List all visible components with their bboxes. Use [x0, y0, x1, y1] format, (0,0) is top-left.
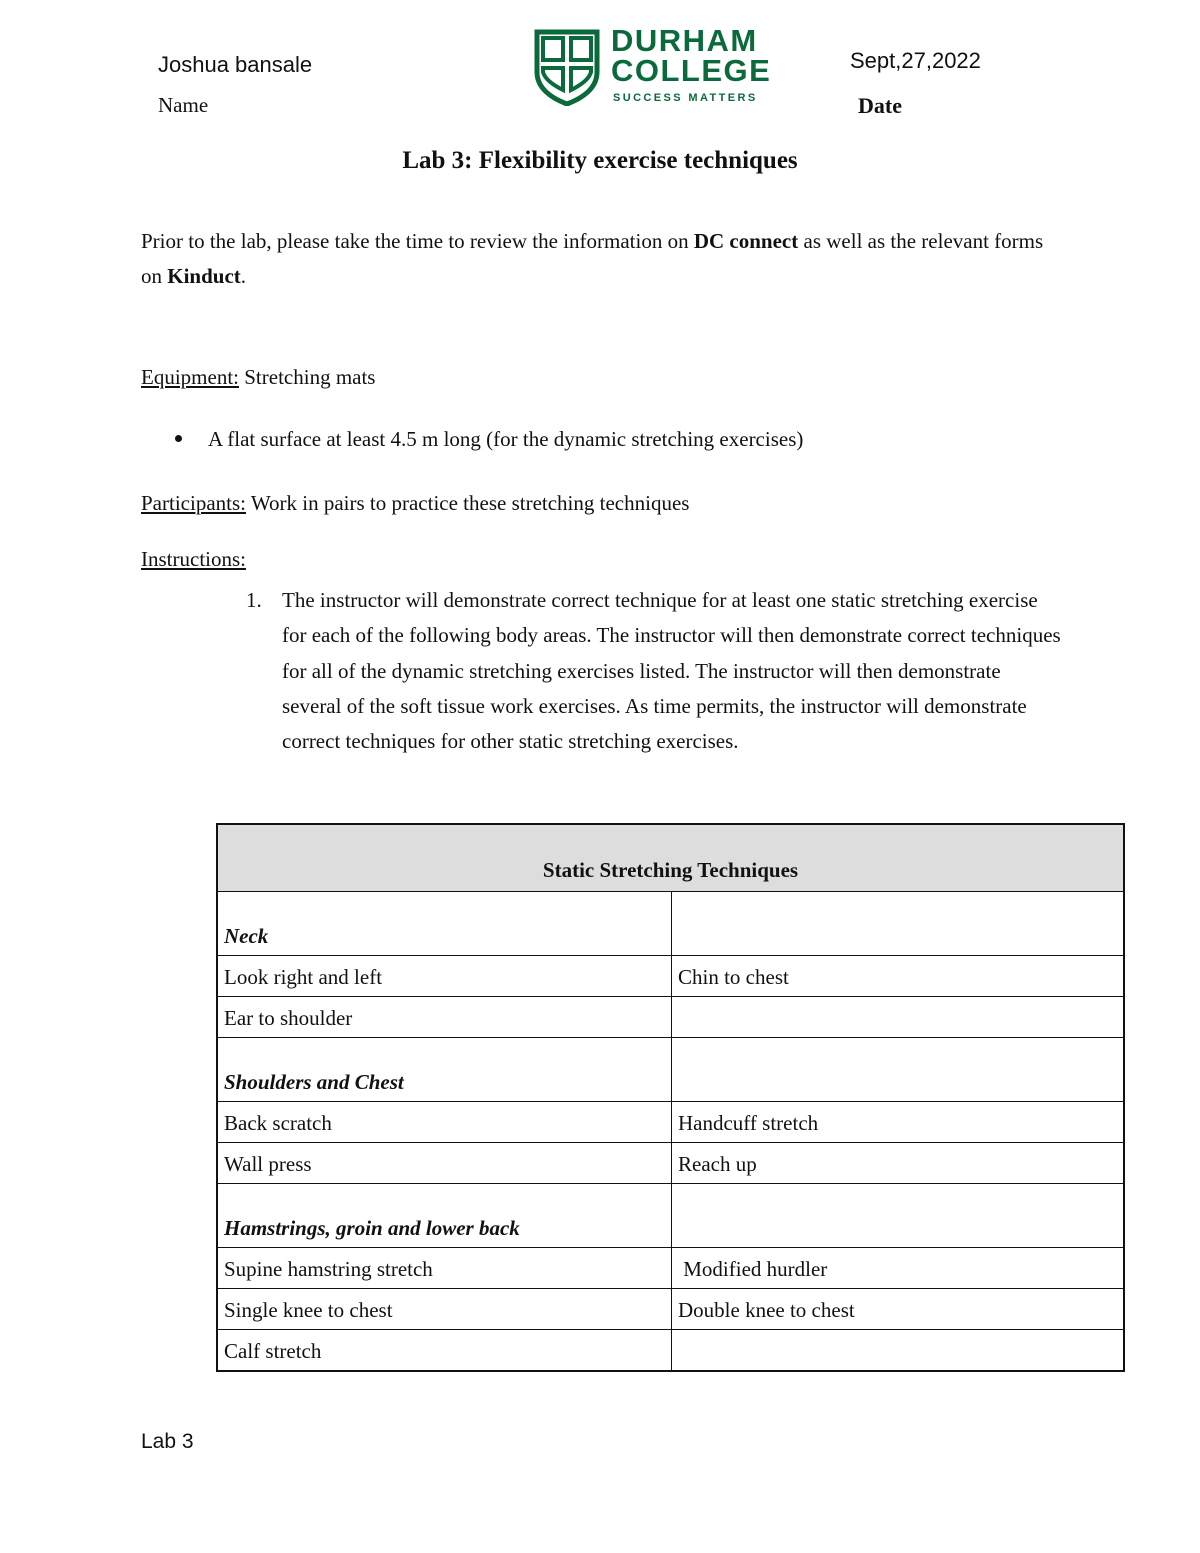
table-cell: Double knee to chest — [672, 1289, 1125, 1330]
table-cell: Reach up — [672, 1143, 1125, 1184]
document-title: Lab 3: Flexibility exercise techniques — [402, 147, 798, 174]
participants-label: Participants: — [141, 491, 246, 515]
dc-connect-text: DC connect — [693, 229, 799, 253]
shield-icon — [533, 28, 601, 106]
step-text: The instructor will demonstrate correct technique for at least one static stretching exercise for each of the following body areas. The instructor will then demonstrate correct techniques for all of the dynamic stretching exercises listed. The instructor will then demonstrate several of the soft tissue work exercises. As time permits, the instructor will demonstrate correct techniques for other static stretching exercises. — [282, 588, 1061, 754]
table-cell: Wall press — [217, 1143, 672, 1184]
static-stretching-table — [216, 823, 1125, 1372]
student-name-value: Joshua bansale — [158, 52, 313, 77]
logo-word-durham: DURHAM — [611, 23, 758, 58]
table-cell: Single knee to chest — [217, 1289, 672, 1330]
table-cell: Supine hamstring stretch — [217, 1248, 672, 1289]
table-cell: Look right and left — [217, 956, 672, 997]
equipment-line — [141, 360, 1061, 395]
kinduct-text: Kinduct — [167, 264, 241, 288]
table-header: Static Stretching Techniques — [217, 824, 1124, 892]
category-shoulders-chest: Shoulders and Chest — [217, 1038, 672, 1102]
table-cell: Handcuff stretch — [672, 1102, 1125, 1143]
category-hamstrings-groin-lower-back: Hamstrings, groin and lower back — [217, 1184, 672, 1248]
logo-tagline: SUCCESS MATTERS — [613, 92, 758, 104]
participants-text: Work in pairs to practice these stretching techniques — [245, 491, 690, 515]
equipment-label: Equipment: — [141, 365, 239, 389]
date-value: Sept,27,2022 — [850, 48, 981, 73]
logo-word-college: COLLEGE — [611, 53, 772, 88]
table-cell — [672, 892, 1125, 956]
table-cell: Ear to shoulder — [217, 997, 672, 1038]
table-cell: Back scratch — [217, 1102, 672, 1143]
equipment-text: Stretching mats — [239, 365, 376, 389]
instructions-line — [141, 542, 1061, 577]
date-label: Date — [858, 93, 902, 118]
name-label: Name — [158, 93, 209, 117]
table-cell: Chin to chest — [672, 956, 1125, 997]
table-cell — [672, 997, 1125, 1038]
intro-paragraph: Prior to the lab, please take the time to review the information on DC connect as well as the relevant forms on Kinduct. — [141, 229, 1044, 288]
table-cell — [672, 1184, 1125, 1248]
table-cell: Calf stretch — [217, 1330, 672, 1372]
durham-college-logo — [533, 23, 772, 108]
table-cell — [672, 1330, 1125, 1372]
step-number: 1. — [246, 588, 262, 612]
footer-label: Lab 3 — [141, 1430, 194, 1453]
bullet-icon — [175, 435, 182, 442]
participants-line — [141, 486, 1061, 521]
table-cell — [672, 1038, 1125, 1102]
instructions-label: Instructions: — [141, 547, 246, 571]
equipment-bullet: A flat surface at least 4.5 m long (for the dynamic stretching exercises) — [175, 422, 803, 457]
table-cell: Modified hurdler — [672, 1248, 1125, 1289]
category-neck: Neck — [217, 892, 672, 956]
